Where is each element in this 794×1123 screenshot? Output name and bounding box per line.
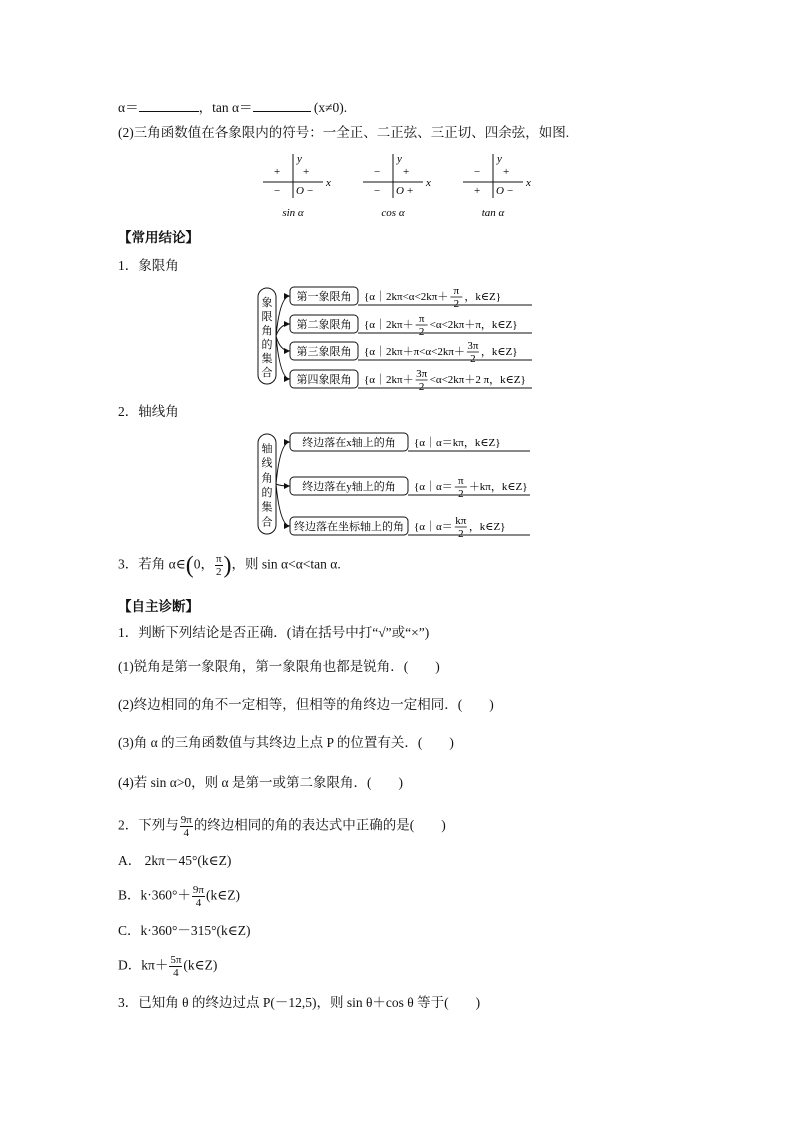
tree-connector: [276, 324, 290, 336]
tree-root-char: 合: [261, 516, 273, 529]
item3-post: ，则 sin α<α<tan α.: [231, 556, 341, 572]
tree-connector: [276, 296, 290, 336]
q1-item-2: (2)终边相同的角不一定相等，但相等的角终边一定相同．( ): [118, 697, 494, 712]
q1-item-3: (3)角 α 的三角函数值与其终边上点 P 的位置有关．( ): [118, 735, 454, 750]
question-1: 1．判断下列结论是否正确．(请在括号中打“√”或“×”): [118, 625, 430, 640]
tan-equals: tan α＝: [212, 100, 253, 115]
tree-label: 第一象限角: [296, 291, 352, 303]
self-diagnosis-header: 【自主诊断】: [118, 599, 199, 614]
fraction-numerator: 3π: [416, 368, 428, 380]
x-label: x: [526, 177, 531, 189]
sin-diagram: [263, 153, 331, 219]
tree-root-char: 的: [261, 339, 273, 351]
common-conclusions-header: 【常用结论】: [118, 230, 199, 245]
set-expression-tail: ，k∈Z}: [468, 521, 506, 533]
item3-pre: 3．若角 α∈: [118, 556, 186, 572]
tree-root-char: 线: [261, 457, 273, 470]
question-3: 3．已知角 θ 的终边过点 P(－12,5)，则 sin θ＋cos θ 等于( ): [118, 995, 481, 1010]
tree-root-char: 角: [261, 325, 273, 337]
paren-right: ): [223, 552, 232, 579]
tree-root-char: 限: [261, 311, 273, 323]
diagram-caption: cos α: [381, 207, 405, 219]
set-expression: {α｜2kπ＋: [364, 374, 414, 386]
arrow-head: [284, 483, 290, 489]
fraction: $\frac{9\pi}{4}$: [192, 884, 204, 909]
quadrant-angle-tree: [0, 282, 794, 392]
fraction-numerator: 3π: [467, 340, 479, 352]
axis-angle-tree: [0, 428, 794, 543]
quadrant-3-sign: −: [374, 185, 381, 197]
tan-diagram: [463, 153, 531, 219]
item-inequality: [118, 553, 341, 578]
option-d[interactable]: D．kπ＋ $\frac{5\pi}{4}$ (k∈Z): [118, 954, 218, 979]
tree-root-char: 角: [261, 472, 273, 485]
fraction: $\frac{9\pi}{4}$: [180, 814, 192, 839]
quadrant-sign-diagrams: [0, 146, 794, 226]
set-expression: {α｜α＝: [414, 521, 453, 533]
set-expression-tail: <α<2kπ＋2 π，k∈Z}: [429, 374, 526, 386]
y-label: y: [297, 153, 302, 165]
origin-label: O: [496, 185, 504, 197]
set-expression: {α｜α＝kπ，k∈Z}: [414, 437, 501, 449]
fraction-numerator: kπ: [455, 515, 467, 527]
tree-root-char: 合: [261, 367, 273, 379]
tree-label: 第四象限角: [296, 374, 352, 386]
y-label: y: [397, 153, 402, 165]
fraction-denominator: 2: [453, 298, 460, 310]
fraction-denominator: 2: [458, 488, 464, 500]
arrow-head: [284, 439, 290, 445]
quadrant-1-sign: +: [503, 166, 510, 178]
arrow-head: [284, 293, 290, 299]
arrow-head: [284, 321, 290, 327]
cos-diagram: [363, 153, 431, 219]
quadrant-1-sign: +: [403, 166, 410, 178]
fraction-numerator: π: [418, 313, 425, 325]
tree-root-char: 集: [261, 353, 273, 365]
quadrant-2-sign: +: [274, 166, 281, 178]
x-label: x: [326, 177, 331, 189]
quadrant-4-sign: +: [407, 185, 414, 197]
set-expression: {α｜2kπ＋π<α<2kπ＋: [364, 346, 465, 358]
comma: ，: [198, 100, 213, 115]
quadrant-1-sign: +: [303, 166, 310, 178]
arrow-head: [284, 376, 290, 382]
tree-connector: [276, 484, 290, 526]
tree-label: 终边落在x轴上的角: [302, 437, 396, 449]
tree-root-char: 集: [261, 501, 273, 514]
option-b[interactable]: B．k·360°＋ $\frac{9\pi}{4}$ (k∈Z): [118, 884, 240, 909]
tree-connector: [276, 336, 290, 351]
tree-root-char: 象: [261, 297, 273, 309]
arrow-head: [284, 348, 290, 354]
fraction-denominator: 2: [458, 528, 464, 540]
set-expression-tail: ，k∈Z}: [464, 291, 501, 303]
fraction-denominator: 2: [418, 381, 425, 392]
quadrant-2-sign: −: [474, 166, 481, 178]
arrow-head: [284, 523, 290, 529]
fraction-numerator: π: [458, 475, 464, 487]
tree-label: 第二象限角: [296, 319, 352, 331]
fraction: $\frac{5\pi}{4}$: [170, 954, 182, 979]
item-axis-angle: 2．轴线角: [118, 404, 179, 419]
answer-blank[interactable]: [139, 98, 199, 112]
q1-item-4: (4)若 sin α>0，则 α 是第一或第二象限角．( ): [118, 775, 403, 790]
alpha-equals: α＝: [118, 100, 139, 115]
y-label: y: [497, 153, 502, 165]
quadrant-4-sign: −: [507, 185, 514, 197]
set-expression: {α｜2kπ<α<2kπ＋: [364, 291, 449, 303]
fraction: $\frac{\pi}{2}$: [215, 553, 222, 578]
set-expression: {α｜2kπ＋: [364, 319, 414, 331]
option-a[interactable]: A． 2kπ－45°(k∈Z): [118, 853, 232, 868]
option-c[interactable]: C．k·360°－315°(k∈Z): [118, 923, 251, 938]
tree-label: 第三象限角: [296, 346, 352, 358]
quadrant-4-sign: −: [307, 185, 314, 197]
diagram-caption: tan α: [481, 207, 505, 219]
set-expression: {α｜α＝: [414, 481, 453, 493]
question-2: 2．下列与 $\frac{9\pi}{4}$ 的终边相同的角的表达式中正确的是( ): [118, 814, 446, 839]
fraction-numerator: π: [453, 285, 460, 297]
fraction-denominator: 2: [418, 326, 425, 338]
q1-item-1: (1)锐角是第一象限角，第一象限角也都是锐角．( ): [118, 659, 440, 674]
quadrant-3-sign: −: [274, 185, 281, 197]
origin-label: O: [396, 185, 404, 197]
tree-root-char: 轴: [261, 443, 273, 455]
signs-line: (2)三角函数值在各象限内的符号：一全正、二正弦、三正切、四余弦，如图.: [118, 125, 570, 140]
tree-connector: [276, 442, 290, 484]
tree-label: 终边落在y轴上的角: [302, 481, 396, 493]
quadrant-2-sign: −: [374, 166, 381, 178]
condition: (x≠0).: [313, 100, 348, 115]
item-quadrant-angle: 1．象限角: [118, 258, 179, 273]
tree-root-char: 的: [261, 487, 273, 499]
x-label: x: [426, 177, 431, 189]
set-expression-tail: ，k∈Z}: [480, 346, 518, 358]
set-expression-tail: <α<2kπ＋π，k∈Z}: [429, 319, 518, 331]
diagram-caption: sin α: [282, 207, 304, 219]
item3-zero: 0，: [193, 556, 214, 572]
set-expression-tail: ＋kπ，k∈Z}: [468, 481, 528, 493]
tree-label: 终边落在坐标轴上的角: [294, 521, 404, 533]
top-line: [118, 98, 347, 117]
fraction-denominator: 2: [470, 353, 476, 365]
quadrant-3-sign: +: [474, 185, 481, 197]
origin-label: O: [296, 185, 304, 197]
paren-left: (: [185, 552, 194, 579]
answer-blank[interactable]: [253, 98, 311, 112]
